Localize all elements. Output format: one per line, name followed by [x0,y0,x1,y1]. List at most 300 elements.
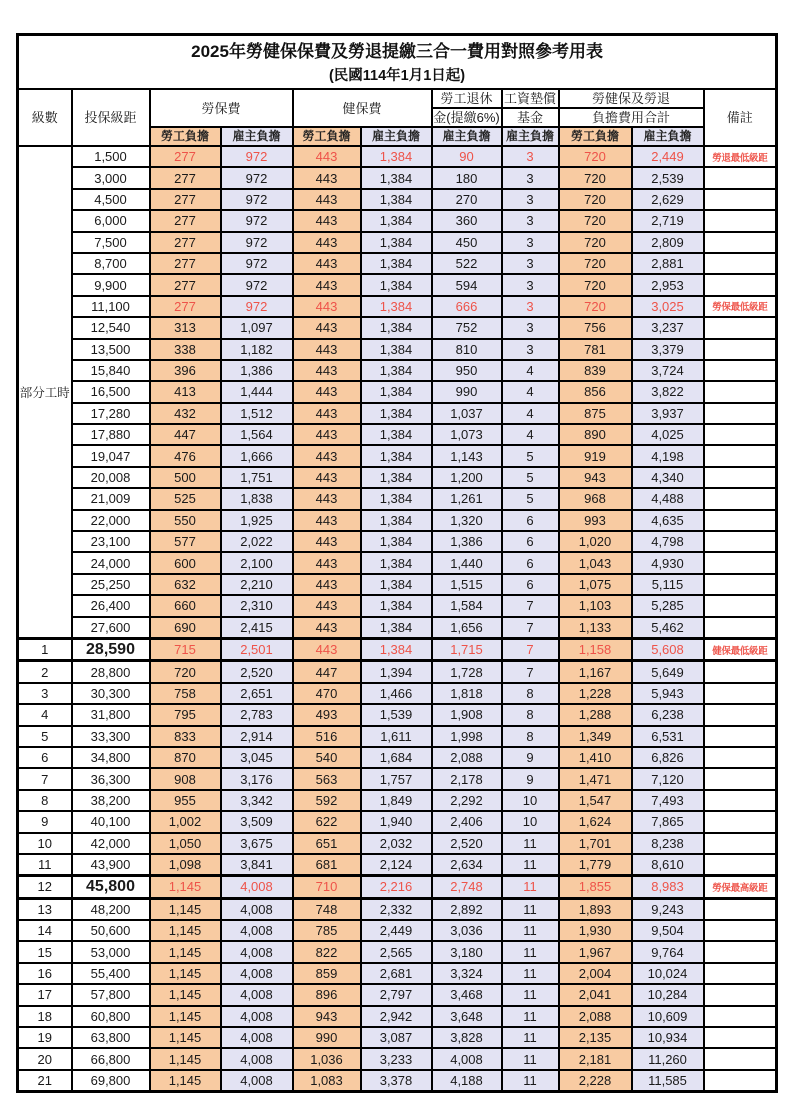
total-employee-cell: 839 [559,360,632,381]
level-cell: 21 [18,1070,72,1092]
bracket-cell: 11,100 [72,296,150,317]
health-employer-cell: 1,384 [361,232,432,253]
total-employer-cell: 5,462 [632,617,704,639]
labor-employer-cell: 2,415 [221,617,293,639]
level-cell: 2 [18,661,72,683]
health-employer-cell: 2,449 [361,920,432,941]
bracket-cell: 48,200 [72,898,150,920]
health-employer-cell: 1,384 [361,274,432,295]
remark-cell [704,403,777,424]
health-employer-cell: 1,384 [361,595,432,616]
remark-cell [704,317,777,338]
pension-cell: 1,386 [432,531,502,552]
level-cell: 5 [18,726,72,747]
labor-employer-cell: 2,210 [221,574,293,595]
total-employer-cell: 9,504 [632,920,704,941]
total-employer-cell: 6,238 [632,704,704,725]
remark-cell [704,1070,777,1092]
labor-employee-cell: 277 [150,146,221,167]
wage-fund-cell: 10 [502,811,559,832]
total-employer-cell: 5,115 [632,574,704,595]
labor-employee-cell: 1,145 [150,941,221,962]
total-employee-cell: 720 [559,167,632,188]
table-row [18,339,777,360]
bracket-cell: 36,300 [72,768,150,789]
remark-cell [704,941,777,962]
remark-cell [704,210,777,231]
labor-employee-cell: 1,145 [150,1027,221,1048]
bracket-cell: 60,800 [72,1006,150,1027]
col-header-labor-insurance: 勞保費 [150,89,293,127]
bracket-cell: 27,600 [72,617,150,639]
table-row [18,768,777,789]
pension-cell: 1,073 [432,424,502,445]
bracket-cell: 19,047 [72,445,150,466]
health-employee-cell: 443 [293,253,361,274]
health-employee-cell: 493 [293,704,361,725]
total-employer-cell: 2,809 [632,232,704,253]
labor-employer-cell: 972 [221,274,293,295]
pension-cell: 450 [432,232,502,253]
health-employee-cell: 443 [293,146,361,167]
health-employer-cell: 1,384 [361,403,432,424]
bracket-cell: 34,800 [72,747,150,768]
level-cell: 18 [18,1006,72,1027]
labor-employee-cell: 870 [150,747,221,768]
remark-cell [704,167,777,188]
remark-cell: 勞保最低級距 [704,296,777,317]
wage-fund-cell: 11 [502,898,559,920]
bracket-cell: 66,800 [72,1048,150,1069]
col-header-wage-fund-line2: 基金 [502,108,559,127]
table-row [18,790,777,811]
table-row [18,253,777,274]
premium-table [16,33,778,1093]
labor-employee-cell: 715 [150,638,221,660]
table-row [18,146,777,167]
col-header-pension-line1: 勞工退休 [432,89,502,108]
total-employee-cell: 1,133 [559,617,632,639]
health-employer-cell: 3,378 [361,1070,432,1092]
health-employee-cell: 681 [293,854,361,876]
total-employee-cell: 2,004 [559,963,632,984]
pension-cell: 3,180 [432,941,502,962]
health-employer-cell: 1,940 [361,811,432,832]
health-employee-cell: 443 [293,445,361,466]
table-row [18,704,777,725]
total-employee-cell: 720 [559,232,632,253]
subheader-pension-employer: 雇主負擔 [432,127,502,146]
labor-employer-cell: 3,509 [221,811,293,832]
health-employer-cell: 1,384 [361,510,432,531]
wage-fund-cell: 3 [502,146,559,167]
wage-fund-cell: 3 [502,189,559,210]
table-row [18,381,777,402]
table-row [18,617,777,639]
table-row [18,296,777,317]
pension-cell: 1,320 [432,510,502,531]
health-employer-cell: 2,124 [361,854,432,876]
wage-fund-cell: 8 [502,704,559,725]
bracket-cell: 15,840 [72,360,150,381]
health-employee-cell: 443 [293,488,361,509]
labor-employee-cell: 795 [150,704,221,725]
health-employee-cell: 785 [293,920,361,941]
labor-employee-cell: 500 [150,467,221,488]
table-row [18,876,777,898]
total-employee-cell: 1,967 [559,941,632,962]
labor-employer-cell: 972 [221,189,293,210]
table-row [18,683,777,704]
labor-employee-cell: 1,145 [150,876,221,898]
remark-cell: 勞退最低級距 [704,146,777,167]
total-employee-cell: 1,043 [559,552,632,573]
health-employer-cell: 1,384 [361,296,432,317]
total-employee-cell: 1,020 [559,531,632,552]
pension-cell: 2,634 [432,854,502,876]
total-employee-cell: 720 [559,274,632,295]
labor-employer-cell: 4,008 [221,898,293,920]
health-employer-cell: 1,384 [361,253,432,274]
remark-cell [704,189,777,210]
total-employer-cell: 10,609 [632,1006,704,1027]
remark-cell [704,595,777,616]
health-employer-cell: 1,384 [361,574,432,595]
health-employee-cell: 470 [293,683,361,704]
total-employee-cell: 968 [559,488,632,509]
remark-cell [704,1048,777,1069]
total-employer-cell: 4,025 [632,424,704,445]
total-employer-cell: 5,608 [632,638,704,660]
pension-cell: 752 [432,317,502,338]
labor-employee-cell: 277 [150,210,221,231]
labor-employer-cell: 972 [221,146,293,167]
total-employee-cell: 720 [559,296,632,317]
level-cell: 17 [18,984,72,1005]
bracket-cell: 55,400 [72,963,150,984]
labor-employer-cell: 1,444 [221,381,293,402]
health-employer-cell: 1,384 [361,339,432,360]
bracket-cell: 26,400 [72,595,150,616]
labor-employer-cell: 2,310 [221,595,293,616]
total-employer-cell: 10,024 [632,963,704,984]
total-employer-cell: 7,865 [632,811,704,832]
wage-fund-cell: 11 [502,833,559,854]
remark-cell [704,445,777,466]
total-employer-cell: 2,953 [632,274,704,295]
level-cell: 10 [18,833,72,854]
level-cell: 11 [18,854,72,876]
total-employer-cell: 4,198 [632,445,704,466]
total-employer-cell: 11,260 [632,1048,704,1069]
level-cell: 16 [18,963,72,984]
health-employee-cell: 563 [293,768,361,789]
wage-fund-cell: 11 [502,963,559,984]
wage-fund-cell: 3 [502,253,559,274]
bracket-cell: 63,800 [72,1027,150,1048]
health-employee-cell: 443 [293,381,361,402]
health-employer-cell: 2,681 [361,963,432,984]
health-employee-cell: 443 [293,595,361,616]
bracket-cell: 6,000 [72,210,150,231]
health-employee-cell: 443 [293,638,361,660]
total-employee-cell: 1,349 [559,726,632,747]
table-row [18,726,777,747]
total-employer-cell: 8,610 [632,854,704,876]
labor-employee-cell: 632 [150,574,221,595]
total-employer-cell: 6,826 [632,747,704,768]
wage-fund-cell: 11 [502,1048,559,1069]
total-employee-cell: 1,624 [559,811,632,832]
labor-employer-cell: 4,008 [221,963,293,984]
pension-cell: 1,515 [432,574,502,595]
labor-employee-cell: 432 [150,403,221,424]
pension-cell: 180 [432,167,502,188]
health-employee-cell: 443 [293,424,361,445]
total-employer-cell: 9,243 [632,898,704,920]
total-employer-cell: 5,943 [632,683,704,704]
remark-cell [704,274,777,295]
remark-cell [704,984,777,1005]
bracket-cell: 30,300 [72,683,150,704]
labor-employer-cell: 2,914 [221,726,293,747]
bracket-cell: 13,500 [72,339,150,360]
table-row [18,833,777,854]
pension-cell: 1,728 [432,661,502,683]
total-employee-cell: 2,228 [559,1070,632,1092]
remark-cell [704,854,777,876]
total-employee-cell: 943 [559,467,632,488]
labor-employee-cell: 1,050 [150,833,221,854]
total-employee-cell: 1,410 [559,747,632,768]
total-employee-cell: 2,181 [559,1048,632,1069]
bracket-cell: 53,000 [72,941,150,962]
pension-cell: 1,037 [432,403,502,424]
level-cell: 1 [18,638,72,660]
remark-cell [704,661,777,683]
total-employer-cell: 3,025 [632,296,704,317]
labor-employee-cell: 1,145 [150,1048,221,1069]
total-employee-cell: 1,075 [559,574,632,595]
bracket-cell: 17,880 [72,424,150,445]
wage-fund-cell: 11 [502,1027,559,1048]
table-row [18,1006,777,1027]
remark-cell [704,920,777,941]
pension-cell: 2,892 [432,898,502,920]
total-employee-cell: 1,158 [559,638,632,660]
remark-cell [704,768,777,789]
total-employer-cell: 4,340 [632,467,704,488]
pension-cell: 1,143 [432,445,502,466]
wage-fund-cell: 11 [502,876,559,898]
health-employee-cell: 896 [293,984,361,1005]
labor-employee-cell: 577 [150,531,221,552]
table-row [18,552,777,573]
pension-cell: 3,648 [432,1006,502,1027]
total-employer-cell: 3,379 [632,339,704,360]
wage-fund-cell: 6 [502,510,559,531]
bracket-cell: 7,500 [72,232,150,253]
health-employee-cell: 710 [293,876,361,898]
level-cell: 9 [18,811,72,832]
wage-fund-cell: 11 [502,920,559,941]
table-row [18,232,777,253]
wage-fund-cell: 7 [502,617,559,639]
labor-employer-cell: 972 [221,167,293,188]
table-row [18,510,777,531]
bracket-cell: 45,800 [72,876,150,898]
table-row [18,747,777,768]
wage-fund-cell: 4 [502,381,559,402]
remark-cell [704,531,777,552]
bracket-cell: 69,800 [72,1070,150,1092]
title-row [18,35,777,90]
table-row [18,963,777,984]
labor-employer-cell: 2,501 [221,638,293,660]
health-employee-cell: 443 [293,617,361,639]
labor-employer-cell: 3,841 [221,854,293,876]
labor-employee-cell: 313 [150,317,221,338]
labor-employee-cell: 1,145 [150,898,221,920]
col-header-pension-line2: 金(提繳6%) [433,110,500,125]
labor-employer-cell: 3,176 [221,768,293,789]
labor-employee-cell: 690 [150,617,221,639]
bracket-cell: 22,000 [72,510,150,531]
remark-cell [704,424,777,445]
wage-fund-cell: 8 [502,726,559,747]
remark-cell [704,704,777,725]
remark-cell [704,726,777,747]
remark-cell [704,360,777,381]
table-body [18,146,777,1092]
health-employee-cell: 943 [293,1006,361,1027]
pension-cell: 810 [432,339,502,360]
pension-cell: 3,324 [432,963,502,984]
col-header-wage-fund-line1: 工資墊償 [502,89,559,108]
remark-cell [704,253,777,274]
labor-employee-cell: 908 [150,768,221,789]
wage-fund-cell: 4 [502,360,559,381]
bracket-cell: 28,590 [72,638,150,660]
pension-cell: 666 [432,296,502,317]
labor-employer-cell: 3,675 [221,833,293,854]
remark-cell [704,963,777,984]
total-employer-cell: 2,629 [632,189,704,210]
health-employer-cell: 2,942 [361,1006,432,1027]
health-employer-cell: 1,384 [361,445,432,466]
table-row [18,661,777,683]
total-employer-cell: 3,822 [632,381,704,402]
health-employer-cell: 2,332 [361,898,432,920]
health-employee-cell: 443 [293,552,361,573]
remark-cell [704,1027,777,1048]
pension-cell: 1,200 [432,467,502,488]
table-row [18,467,777,488]
wage-fund-cell: 5 [502,467,559,488]
pension-cell: 3,468 [432,984,502,1005]
level-cell: 19 [18,1027,72,1048]
health-employer-cell: 2,797 [361,984,432,1005]
labor-employee-cell: 277 [150,189,221,210]
total-employee-cell: 1,893 [559,898,632,920]
total-employee-cell: 1,103 [559,595,632,616]
health-employee-cell: 540 [293,747,361,768]
bracket-cell: 3,000 [72,167,150,188]
labor-employee-cell: 396 [150,360,221,381]
health-employee-cell: 1,036 [293,1048,361,1069]
pension-cell: 4,008 [432,1048,502,1069]
health-employee-cell: 859 [293,963,361,984]
labor-employee-cell: 833 [150,726,221,747]
subheader-health-employee: 勞工負擔 [293,127,361,146]
health-employer-cell: 2,216 [361,876,432,898]
health-employee-cell: 443 [293,360,361,381]
bracket-cell: 25,250 [72,574,150,595]
subheader-total-employer: 雇主負擔 [632,127,704,146]
pension-cell: 270 [432,189,502,210]
pension-cell: 360 [432,210,502,231]
level-cell: 8 [18,790,72,811]
health-employer-cell: 1,384 [361,531,432,552]
remark-cell [704,790,777,811]
labor-employee-cell: 720 [150,661,221,683]
bracket-cell: 20,008 [72,467,150,488]
bracket-cell: 21,009 [72,488,150,509]
labor-employee-cell: 1,098 [150,854,221,876]
col-header-health-insurance: 健保費 [293,89,432,127]
col-header-bracket: 投保級距 [72,89,150,146]
health-employer-cell: 1,384 [361,488,432,509]
table-row [18,941,777,962]
wage-fund-cell: 3 [502,339,559,360]
health-employee-cell: 443 [293,510,361,531]
remark-cell [704,617,777,639]
table-row [18,210,777,231]
pension-cell: 1,715 [432,638,502,660]
health-employer-cell: 1,384 [361,360,432,381]
level-cell: 13 [18,898,72,920]
labor-employer-cell: 1,925 [221,510,293,531]
remark-cell [704,898,777,920]
labor-employer-cell: 1,751 [221,467,293,488]
total-employer-cell: 6,531 [632,726,704,747]
health-employer-cell: 1,384 [361,467,432,488]
table-row [18,274,777,295]
total-employer-cell: 2,719 [632,210,704,231]
health-employee-cell: 443 [293,274,361,295]
wage-fund-cell: 7 [502,661,559,683]
pension-cell: 1,584 [432,595,502,616]
labor-employee-cell: 1,145 [150,1006,221,1027]
table-row [18,811,777,832]
subheader-labor-employee: 勞工負擔 [150,127,221,146]
health-employee-cell: 592 [293,790,361,811]
labor-employee-cell: 1,145 [150,920,221,941]
table-row [18,574,777,595]
health-employee-cell: 622 [293,811,361,832]
labor-employee-cell: 550 [150,510,221,531]
pension-cell: 1,656 [432,617,502,639]
total-employer-cell: 4,930 [632,552,704,573]
bracket-cell: 24,000 [72,552,150,573]
total-employer-cell: 3,724 [632,360,704,381]
bracket-cell: 50,600 [72,920,150,941]
health-employer-cell: 1,384 [361,210,432,231]
total-employee-cell: 1,701 [559,833,632,854]
health-employee-cell: 443 [293,317,361,338]
table-row [18,403,777,424]
health-employee-cell: 990 [293,1027,361,1048]
